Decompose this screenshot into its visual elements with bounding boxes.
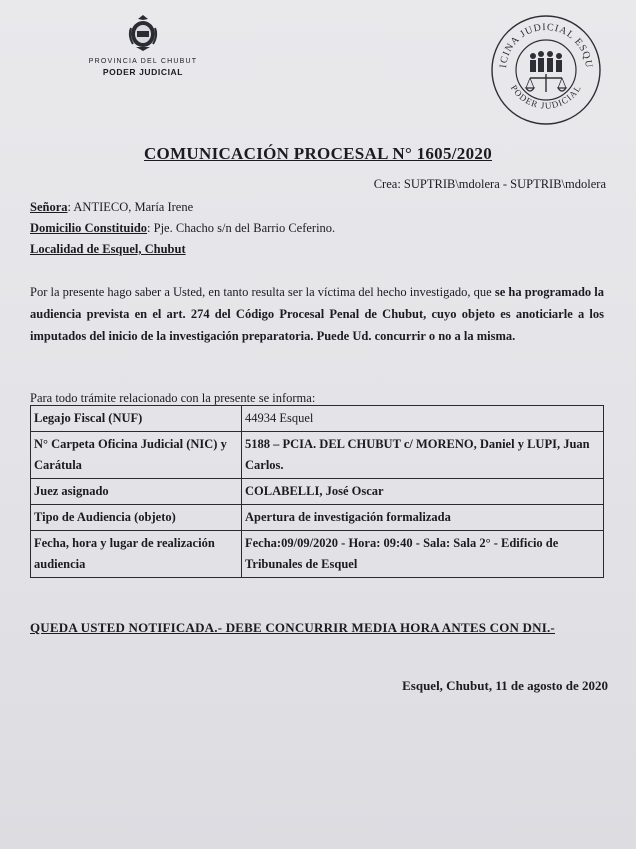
- document-title: COMUNICACIÓN PROCESAL N° 1605/2020: [143, 144, 493, 163]
- row-value: Fecha:09/09/2020 - Hora: 09:40 - Sala: Sala 2° - Edificio de Tribunales de Esquel: [242, 531, 604, 578]
- date-line: Esquel, Chubut, 11 de agosto de 2020: [402, 678, 608, 693]
- row-value: 44934 Esquel: [242, 406, 604, 432]
- province-header: [88, 14, 198, 77]
- table-row: [31, 479, 604, 505]
- province-crest-icon: [128, 14, 158, 52]
- creator-line: Crea: SUPTRIB\mdolera - SUPTRIB\mdolera: [373, 177, 606, 191]
- row-label: Tipo de Audiencia (objeto): [31, 505, 242, 531]
- oficina-judicial-seal: [486, 8, 606, 133]
- row-label: Legajo Fiscal (NUF): [31, 406, 242, 432]
- paragraph-bold: se ha programado la audiencia prevista en el art. 274 del Código Procesal Penal de Chubut, cuyo objeto es anoticiarle a los imputados del inicio de la investigación preparatoria. Puede Ud. concurrir o no a la misma.: [30, 285, 605, 343]
- localidad-label: Localidad de Esquel, Chubut: [30, 242, 186, 256]
- table-row: [31, 531, 604, 578]
- table-row: [31, 432, 604, 479]
- row-label: Juez asignado: [31, 479, 242, 505]
- poder-judicial-label: PODER JUDICIAL: [102, 67, 184, 77]
- svg-text:PODER JUDICIAL: PODER JUDICIAL: [508, 83, 584, 111]
- domicilio-label: Domicilio Constituido: [30, 221, 148, 235]
- row-value: 5188 – PCIA. DEL CHUBUT c/ MORENO, Daniel y LUPI, Juan Carlos.: [242, 432, 604, 479]
- row-label: N° Carpeta Oficina Judicial (NIC) y Carátula: [31, 432, 242, 479]
- province-name: PROVINCIA DEL CHUBUT: [88, 58, 198, 65]
- case-info-table: [30, 405, 604, 578]
- row-value: Apertura de investigación formalizada: [242, 505, 604, 531]
- senora-value: : ANTIECO, María Irene: [67, 200, 194, 214]
- notification-notice: QUEDA USTED NOTIFICADA.- DEBE CONCURRIR MEDIA HORA ANTES CON DNI.-: [30, 620, 555, 635]
- localidad-line: [30, 242, 186, 257]
- table-row: [31, 505, 604, 531]
- domicilio-value: : Pje. Chacho s/n del Barrio Ceferino.: [147, 221, 336, 235]
- judicial-seal-icon: [486, 8, 606, 128]
- recipient-name-line: [30, 200, 193, 215]
- paragraph-plain: Por la presente hago saber a Usted, en tanto resulta ser la víctima del hecho investigado, que: [30, 285, 495, 299]
- domicilio-line: [30, 221, 335, 236]
- senora-label: Señora: [30, 200, 68, 214]
- svg-text:OFICINA JUDICIAL ESQUEL: ICINA JUDICIAL ESQU: [498, 21, 595, 70]
- row-label: Fecha, hora y lugar de realización audiencia: [31, 531, 242, 578]
- table-intro: Para todo trámite relacionado con la presente se informa:: [30, 391, 316, 405]
- row-value: COLABELLI, José Oscar: [242, 479, 604, 505]
- table-row: [31, 406, 604, 432]
- notification-paragraph: [30, 281, 604, 347]
